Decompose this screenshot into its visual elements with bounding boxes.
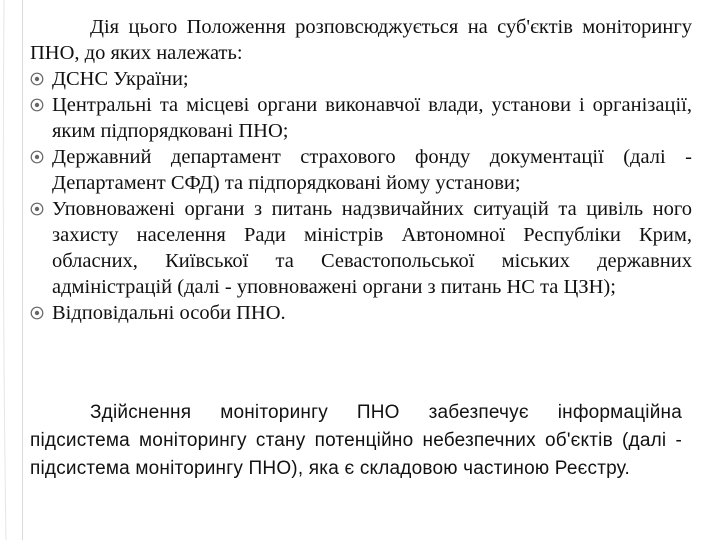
bullet-list xyxy=(30,66,692,326)
circled-dot-icon xyxy=(30,202,44,216)
list-item xyxy=(30,144,692,196)
second-paragraph: Здійснення моніторингу ПНО забезпечує інформаційна підсистема моніторингу стану потенційно небезпечних об'єктів (далі - підсистема моніторингу ПНО), яка є складовою частиною Реєстру. xyxy=(30,402,682,479)
list-item xyxy=(30,300,692,326)
list-item-text: ДСНС України; xyxy=(52,68,189,90)
main-content xyxy=(30,14,692,326)
list-item-text: Уповноважені органи з питань надзвичайних ситуацій та цивіль ного захисту населення Ради міністрів Автономної Республіки Крим, обласних, Київської та Севастопольської міських державних адміністрацій (далі - уповноважені органи з питань НС та ЦЗН); xyxy=(52,198,692,298)
list-item-text: Державний департамент страхового фонду документації (далі - Департамент СФД) та підпорядковані йому установи; xyxy=(52,146,692,194)
circled-dot-icon xyxy=(30,98,44,112)
list-item xyxy=(30,196,692,300)
list-item xyxy=(30,92,692,144)
circled-dot-icon xyxy=(30,150,44,164)
circled-dot-icon xyxy=(30,72,44,86)
list-item-text: Центральні та місцеві органи виконавчої влади, установи і організації, яким підпорядковані ПНО; xyxy=(52,94,692,142)
intro-paragraph: Дія цього Положення розповсюджується на суб'єктів моніторингу ПНО, до яких належать: xyxy=(30,16,692,64)
circled-dot-icon xyxy=(30,306,44,320)
list-item-text: Відповідальні особи ПНО. xyxy=(52,302,286,324)
list-item xyxy=(30,66,692,92)
